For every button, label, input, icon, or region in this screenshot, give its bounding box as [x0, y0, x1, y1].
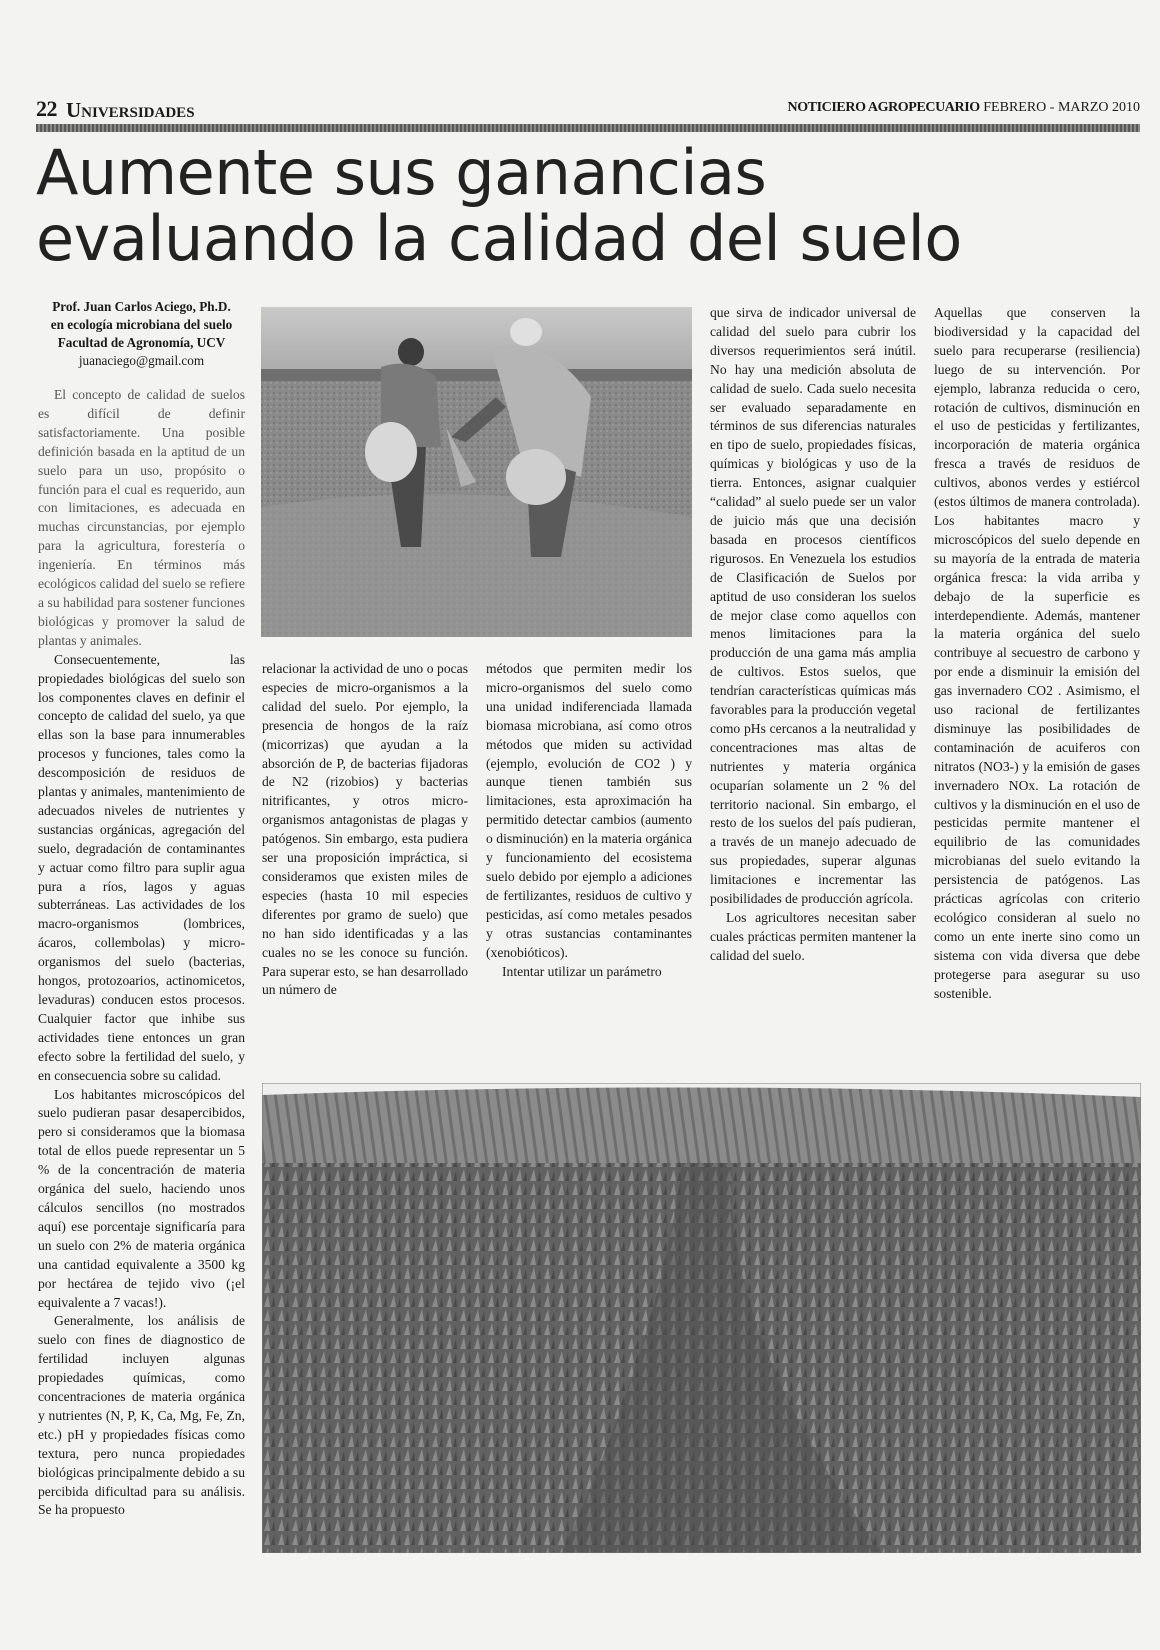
photo-workers-sacks [261, 307, 692, 637]
author-name: Prof. Juan Carlos Aciego, Ph.D. [52, 299, 231, 314]
paragraph: Consecuentemente, las propiedades biológicas del suelo son los componentes claves en definir el concepto de calidad del suelo, ya que ellas son la base para innumerables procesos y funciones, tales como la descomposición de residuos de plantas y animales, mantenimiento de adecuados niveles de nutrientes y sustancias orgánicas, agregación del suelo, degradación de contaminantes y actuar como filtro para suplir agua pura a ríos, lagos y aguas subterráneas. Las actividades de los macro-organismos (lombrices, ácaros, collembolas) y micro-organismos del suelo (bacterias, hongos, protozoarios, actinomicetos, levaduras) conducen estos procesos. Cualquier factor que inhibe sus actividades tiene entonces un gran efecto sobre la fertilidad del suelo, y en consecuencia sobre su calidad. [38, 651, 245, 1083]
publication-info [787, 100, 1140, 116]
header-rule [36, 124, 1140, 132]
article-column-2 [262, 660, 468, 1000]
paragraph: Intentar utilizar un parámetro [502, 963, 662, 979]
paragraph: métodos que permiten medir los micro-organismos del suelo como una unidad indiferenciada llamada biomasa microbiana, así como otros métodos que miden su actividad (ejemplo, evolución de CO2 ) y aunque tienen también sus limitaciones, esta aproximación ha permitido detectar cambios (aumento o disminución) en la materia orgánica y funcionamiento del ecosistema suelo debido por ejemplo a adiciones de fertilizantes, residuos de cultivo y pesticidas, así como metales pesados y otras sustancias contaminantes (xenobióticos). [486, 661, 692, 960]
paragraph: Los habitantes microscópicos del suelo pudieran pasar desapercibidos, pero si consideramos que la biomasa total de ellos puede representar un 5 % de la concentración de materia orgánica del suelo, haciendo unos cálculos sencillos (no mostrados aquí) ese porcentaje significaría para un suelo con 2% de materia orgánica una cantidad equivalente a 3500 kg por hectárea de tejido vivo (¡el equivalente a 7 vacas!). [38, 1086, 245, 1310]
photo-crop-field [262, 1083, 1141, 1553]
paragraph: Aquellas que conserven la biodiversidad y la capacidad del suelo para recuperarse (resiliencia) luego de su intervención. Por ejemplo, labranza reducida o cero, rotación de cultivos, disminución en el uso de pesticidas y fertilizantes, incorporación de materia orgánica fresca a través de residuos de cultivos, abonos verdes y estiércol (estos últimos de manera controlada). Los habitantes macro y microscópicos del suelo depende en su mayoría de la entrada de materia orgánica fresca: la vida arriba y debajo de la superficie es interdependiente. Además, mantener la materia orgánica del suelo contribuye al secuestro de carbono y por ende a disminuir la emisión del gas invernadero CO2 . Asimismo, el uso racional de fertilizantes disminuye las posibilidades de contaminación de acuiferos con nitratos (NO3-) y la emisión de gases invernadero NOx. La rotación de cultivos y la disminución en el uso de pesticidas permite mantener el equilibrio de las comunidades microbianas del suelo evitando la persistencia de patógenos. Las prácticas agrícolas con criterio ecológico consideran al suelo no como un ente inerte sino como un sistema con vida diversa que debe protegerse para asegurar su uso sostenible. [934, 305, 1140, 1001]
paragraph: relacionar la actividad de uno o pocas especies de micro-organismos a la calidad del suelo. Por ejemplo, la presencia de hongos de la raíz (micorrizas) que ayudan a la absorción de P, de bacterias fijadoras de N2 (rizobios) y bacterias nitrificantes, y otros micro-organismos antagonistas de plagas y patógenos. Sin embargo, esta pudiera ser una proposición impráctica, si consideramos que existen miles de especies (hasta 10 mil especies diferentes por gramo de suelo) que no han sido identificadas y a las cuales no se les conoce su función. Para superar esto, se han desarrollado un número de [262, 661, 468, 998]
headline-line-1: Aumente sus ganancias [36, 136, 767, 209]
article-column-1 [38, 298, 245, 1520]
paragraph: El concepto de calidad de suelos es difícil de definir satisfactoriamente. Una posible definición basada en la aptitud de un suelo para un uso, propósito o función para el cual es requerido, aun con limitaciones, es adecuada en muchas circunstancias, por ejemplo para la agricultura, forestería o ingeniería. En términos más ecológicos calidad del suelo se refiere a su habilidad para sostener funciones biológicas y promover la salud de plantas y animales. [38, 387, 245, 648]
author-affiliation: Facultad de Agronomía, UCV [57, 335, 226, 350]
page-header [36, 96, 1140, 122]
article-column-4 [710, 304, 916, 966]
paragraph: que sirva de indicador universal de calidad del suelo para cubrir los diversos requerimientos será inútil. No hay una medición absoluta de calidad de suelo. Cada suelo necesita ser evaluado separadamente en términos de sus diferencias naturales en tipo de suelo, propiedades físicas, químicas y biológicas y uso de la tierra. Entonces, asignar cualquier “calidad” al suelo puede ser un valor de juicio más que una decisión basada en procesos científicos rigurosos. En Venezuela los estudios de Clasificación de Suelos por aptitud de uso consideran los suelos de mejor clase como aquellos con menos limitaciones para la producción de una gama más amplia de cultivos. Estos suelos, que tendrían características químicas más favorables para la producción vegetal como pHs cercanos a la neutralidad y concentraciones mas altas de nutrientes y materia orgánica ocuparían solamente un 2 % del territorio nacional. Sin embargo, el resto de los suelos del país pudieran, a través de un manejo adecuado de sus propiedades, superar algunas limitaciones e incrementar las posibilidades de producción agrícola. [710, 305, 916, 907]
headline-line-2: evaluando la calidad del suelo [36, 202, 962, 275]
article-column-5 [934, 304, 1140, 1004]
section-title: Universidades [66, 98, 195, 122]
headline [36, 136, 1140, 275]
paragraph: Los agricultores necesitan saber cuales prácticas permiten mantener la calidad del suelo. [710, 910, 916, 963]
byline [38, 298, 245, 370]
article-column-3 [486, 660, 692, 981]
paragraph: Generalmente, los análisis de suelo con fines de diagnostico de fertilidad incluyen algunas propiedades químicas, como concentraciones de materia orgánica y nutrientes (N, P, K, Ca, Mg, Fe, Zn, etc.) pH y propiedades físicas como textura, pero nunca propiedades biológicas principalmente debido a su percibida dificultad para su análisis. Se ha propuesto [38, 1313, 245, 1518]
publication-name: NOTICIERO AGROPECUARIO [787, 100, 980, 115]
author-specialty: en ecología microbiana del suelo [50, 317, 233, 332]
issue-date: FEBRERO - MARZO 2010 [983, 100, 1140, 115]
page-number: 22 [36, 96, 57, 121]
author-email: juanaciego@gmail.com [78, 353, 205, 368]
